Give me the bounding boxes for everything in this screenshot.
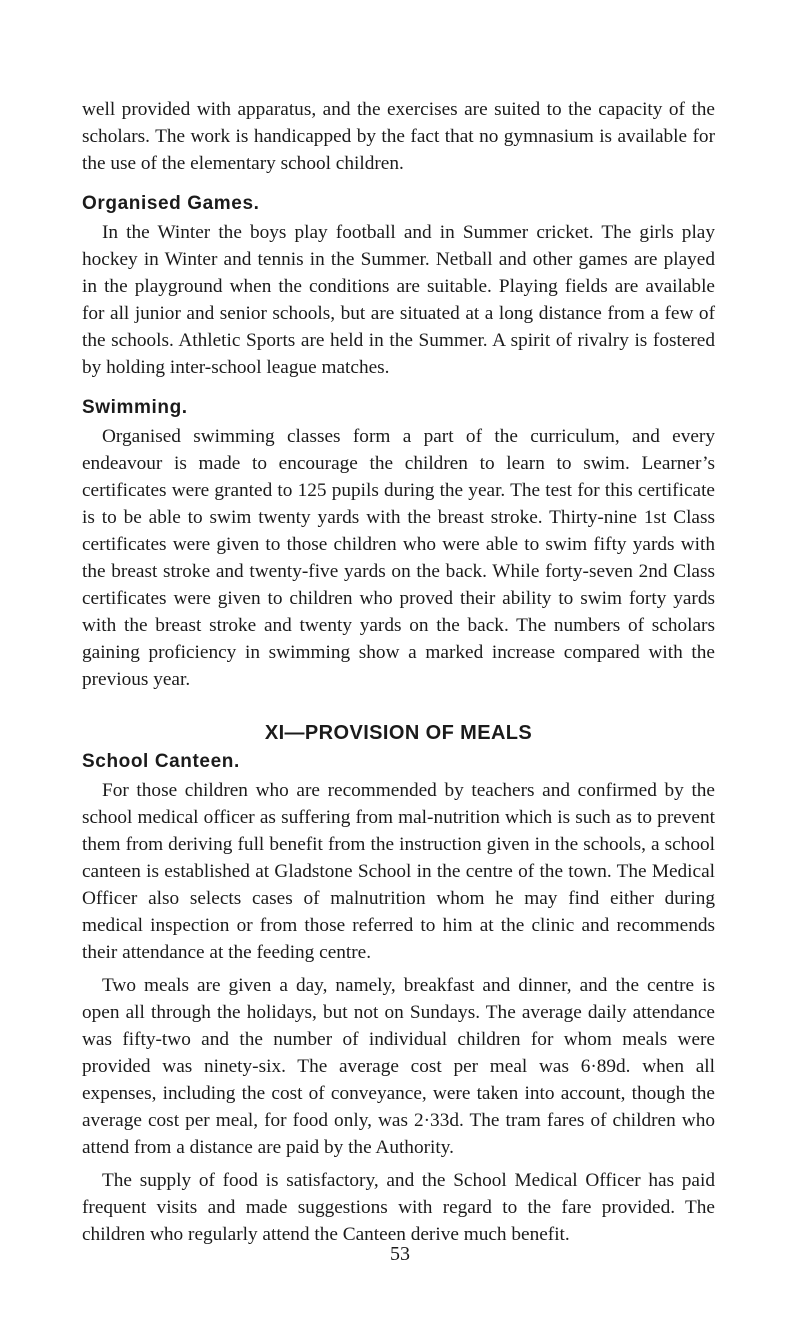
swimming-paragraph: Organised swimming classes form a part of the curriculum, and every endeavour is made to encourage the children to learn to swim. Learner’s certificates were granted to 125 pupils during the year. The test for this certificate is to be able to swim twenty yards with the breast stroke. Thirty-nine 1st Class certificates were given to those children who were able to swim fifty yards with the breast stroke and twenty-five yards on the back. While forty-seven 2nd Class certificates were given to children who proved their ability to swim forty yards with the breast stroke and twenty yards on the back. The numbers of scholars gaining proficiency in swimming show a marked increase compared with the previous year.: [82, 426, 715, 690]
page-body: [82, 96, 715, 1248]
swimming-heading: Swimming.: [82, 397, 188, 418]
page-number: 53: [390, 1243, 410, 1265]
canteen-paragraph-1: For those children who are recommended by teachers and confirmed by the school medical officer as suffering from mal-nutrition which is such as to prevent them from deriving full benefit from the instruction given in the schools, a school canteen is established at Gladstone School in the centre of the town. The Medical Officer also selects cases of malnutrition whom he may find either during medical inspection or from those referred to him at the clinic and recommends their attendance at the feeding centre.: [82, 780, 715, 963]
canteen-paragraph-3: The supply of food is satisfactory, and the School Medical Officer has paid frequent visits and made suggestions with regard to the fare provided. The children who regularly attend the Canteen derive much benefit.: [82, 1170, 715, 1245]
canteen-paragraph-2: Two meals are given a day, namely, breakfast and dinner, and the centre is open all through the holidays, but not on Sundays. The average daily attendance was fifty-two and the number of individual children for whom meals were provided was ninety-six. The average cost per meal was 6·89d. when all expenses, including the cost of conveyance, were taken into account, though the average cost per meal, for food only, was 2·33d. The tram fares of children who attend from a distance are paid by the Authority.: [82, 975, 715, 1158]
organised-games-paragraph: In the Winter the boys play football and in Summer cricket. The girls play hockey in Winter and tennis in the Summer. Netball and other games are played in the playground when the conditions are suitable. Playing fields are available for all junior and senior schools, but are situated at a long distance from a few of the schools. Athletic Sports are held in the Summer. A spirit of rivalry is fostered by holding inter-school league matches.: [82, 222, 715, 378]
organised-games-heading: Organised Games.: [82, 193, 260, 214]
opening-paragraph: well provided with apparatus, and the exercises are suited to the capacity of the scholars. The work is handicapped by the fact that no gymnasium is available for the use of the elementary school children.: [82, 99, 715, 174]
school-canteen-heading: School Canteen.: [82, 751, 240, 772]
section-title: XI—PROVISION OF MEALS: [264, 722, 533, 744]
